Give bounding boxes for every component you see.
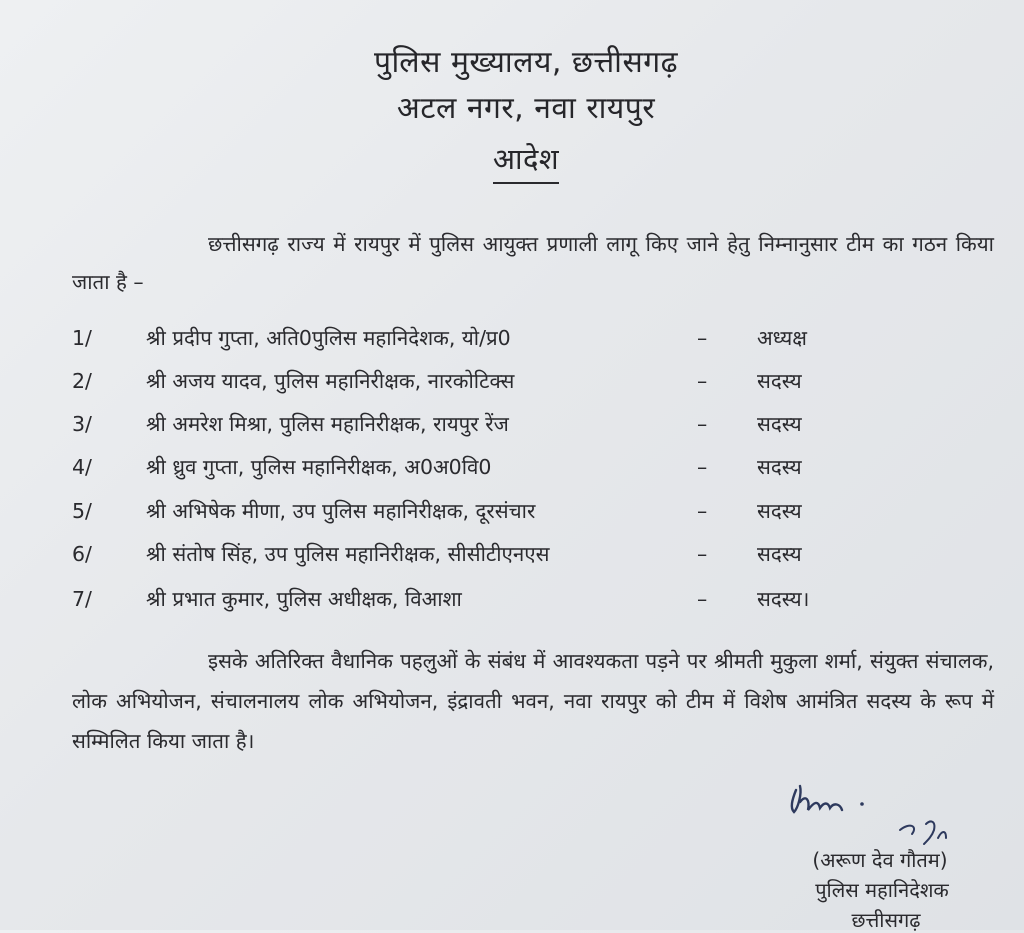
member-name: श्री अमरेश मिश्रा, पुलिस महानिरीक्षक, रायपुर रेंज [146,412,509,436]
member-role: सदस्य [757,542,802,566]
header-office: पुलिस मुख्यालय, छत्तीसगढ़ [373,45,679,80]
member-row [72,579,972,619]
member-dash: – [697,412,708,436]
member-number: 3/ [72,412,92,436]
member-name: श्री प्रभात कुमार, पुलिस अधीक्षक, विआशा [146,587,462,611]
member-role: सदस्य [757,455,802,479]
member-role: अध्यक्ष [757,326,807,350]
member-number: 1/ [72,326,92,350]
member-name: श्री संतोष सिंह, उप पुलिस महानिरीक्षक, सीसीटीएनएस [146,542,550,566]
member-number: 7/ [72,587,92,611]
member-number: 2/ [72,369,92,393]
member-number: 4/ [72,455,92,479]
header-location: अटल नगर, नवा रायपुर [396,91,656,126]
signatory-designation: पुलिस महानिदेशक [815,878,949,902]
member-row [72,491,972,531]
member-row [72,404,972,444]
member-dash: – [697,587,708,611]
handwritten-signature [770,772,1010,852]
member-row [72,447,972,487]
member-name: श्री ध्रुव गुप्ता, पुलिस महानिरीक्षक, अ0अ0वि0 [146,455,492,479]
member-name: श्री प्रदीप गुप्ता, अति0पुलिस महानिदेशक, यो/प्र0 [146,326,511,350]
member-dash: – [697,326,708,350]
document-title-text: आदेश [493,140,559,184]
additional-text: इसके अतिरिक्त वैधानिक पहलुओं के संबंध में आवश्यकता पड़ने पर श्रीमती मुकुला शर्मा, संयुक्त संचालक, लोक अभियोजन, संचालनालय लोक अभियोजन, इंद्रावती भवन, नवा रायपुर को टीम में विशेष आमंत्रित सदस्य के रूप में सम्मिलित किया जाता है। [72,649,994,753]
signatory-state: छत्तीसगढ़ [851,908,921,932]
member-dash: – [697,499,708,523]
member-role: सदस्य [757,369,802,393]
member-dash: – [697,455,708,479]
member-row [72,534,972,574]
intro-text: छत्तीसगढ़ राज्य में रायपुर में पुलिस आयुक्त प्रणाली लागू किए जाने हेतु निम्नानुसार टीम का गठन किया जाता है – [72,232,994,294]
member-role: सदस्य [757,499,802,523]
document-title [14,140,1024,184]
member-role: सदस्य। [757,587,810,611]
intro-paragraph [72,225,994,301]
member-number: 6/ [72,542,92,566]
signature-block [770,772,1010,932]
member-number: 5/ [72,499,92,523]
additional-paragraph [72,641,994,761]
member-role: सदस्य [757,412,802,436]
member-dash: – [697,542,708,566]
member-dash: – [697,369,708,393]
member-name: श्री अभिषेक मीणा, उप पुलिस महानिरीक्षक, दूरसंचार [146,499,536,523]
member-row [72,361,972,401]
member-row [72,318,972,358]
member-name: श्री अजय यादव, पुलिस महानिरीक्षक, नारकोटिक्स [146,369,515,393]
signatory-name: (अरूण देव गौतम) [812,848,948,872]
